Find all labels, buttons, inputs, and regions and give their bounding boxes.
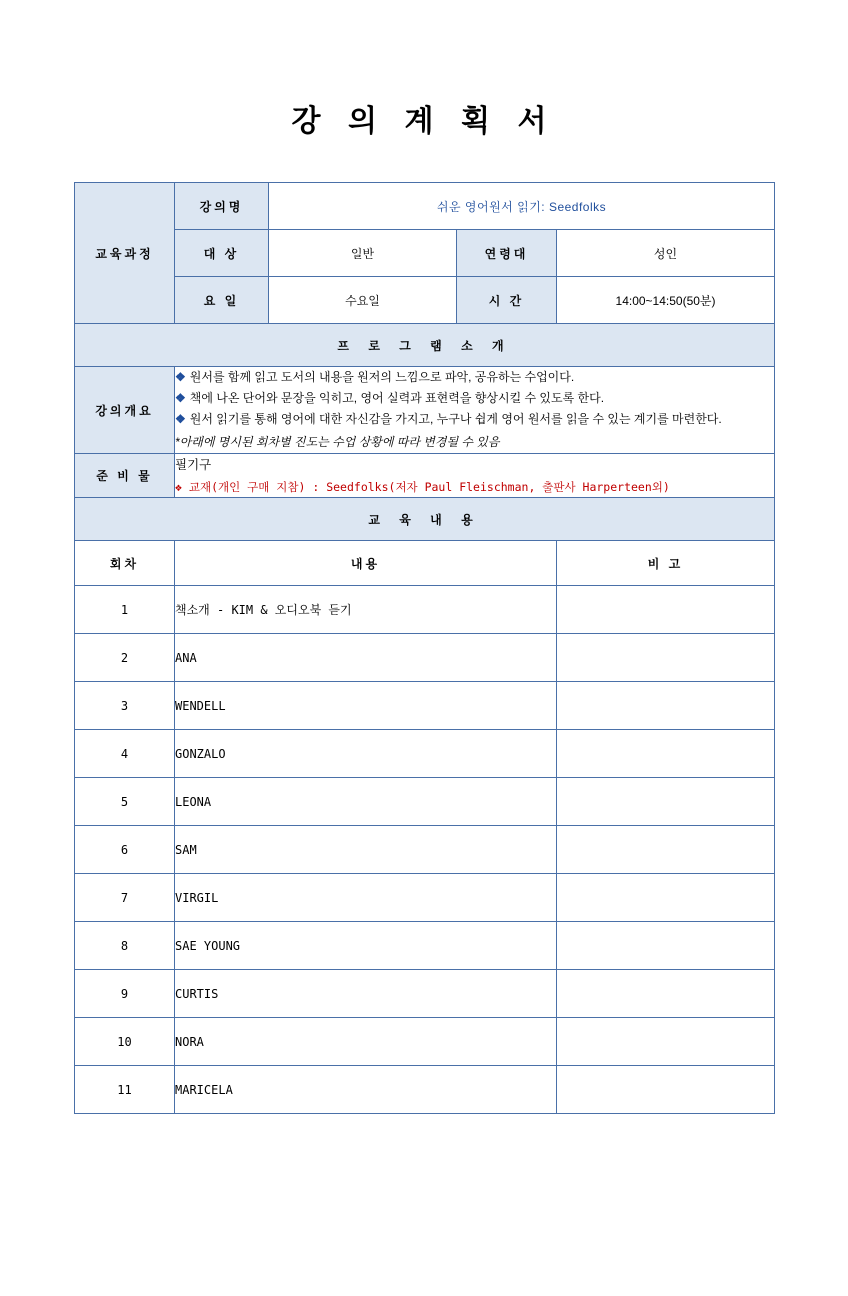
target-value: 일반	[269, 230, 457, 277]
session-remark	[557, 682, 775, 730]
diamond-bullet-icon: ❖	[175, 370, 186, 384]
session-remark	[557, 970, 775, 1018]
outline-note: *아래에 명시된 회차별 진도는 수업 상황에 따라 변경될 수 있음	[175, 435, 500, 449]
curriculum-band: 교 육 내 용	[75, 498, 775, 541]
table-row	[75, 1018, 775, 1066]
session-content: LEONA	[175, 778, 557, 826]
column-header-session: 회차	[75, 541, 175, 586]
session-remark	[557, 730, 775, 778]
table-row-schedule	[75, 277, 775, 324]
table-row	[75, 874, 775, 922]
program-intro-band: 프 로 그 램 소 개	[75, 324, 775, 367]
prep-highlight-text: ❖ 교재(개인 구매 지참) : Seedfolks(저자 Paul Fleischman, 출판사 Harperteen외)	[175, 479, 670, 494]
session-no: 11	[75, 1066, 175, 1114]
diamond-bullet-icon: ❖	[175, 412, 186, 426]
table-row	[75, 922, 775, 970]
table-row	[75, 730, 775, 778]
session-remark	[557, 634, 775, 682]
session-remark	[557, 826, 775, 874]
table-row	[75, 634, 775, 682]
session-no: 10	[75, 1018, 175, 1066]
session-no: 8	[75, 922, 175, 970]
table-row	[75, 586, 775, 634]
day-label: 요 일	[175, 277, 269, 324]
outline-item-1: ❖ 원서를 함께 읽고 도서의 내용을 원저의 느낌으로 파악, 공유하는 수업이다.	[175, 370, 575, 384]
course-section-label: 교육과정	[75, 183, 175, 324]
table-row-prep	[75, 454, 775, 498]
session-remark	[557, 874, 775, 922]
session-remark	[557, 586, 775, 634]
session-no: 1	[75, 586, 175, 634]
page-title: 강 의 계 획 서	[291, 105, 557, 138]
session-no: 2	[75, 634, 175, 682]
diamond-bullet-icon: ❖	[175, 479, 182, 494]
time-label: 시 간	[457, 277, 557, 324]
prep-label: 준 비 물	[75, 454, 175, 498]
table-row-outline	[75, 367, 775, 454]
session-content: MARICELA	[175, 1066, 557, 1114]
session-content: 책소개 - KIM & 오디오북 듣기	[175, 586, 557, 634]
table-row-curriculum-band	[75, 498, 775, 541]
course-name-value: 쉬운 영어원서 읽기: Seedfolks	[269, 183, 775, 230]
diamond-bullet-icon: ❖	[175, 391, 186, 405]
outline-item-3: ❖ 원서 읽기를 통해 영어에 대한 자신감을 가지고, 누구나 쉽게 영어 원서를 읽을 수 있는 계기를 마련한다.	[175, 412, 722, 426]
session-no: 5	[75, 778, 175, 826]
session-no: 6	[75, 826, 175, 874]
session-content: VIRGIL	[175, 874, 557, 922]
session-no: 4	[75, 730, 175, 778]
prep-plain-text: 필기구	[175, 458, 212, 472]
table-row	[75, 682, 775, 730]
session-content: NORA	[175, 1018, 557, 1066]
document-page	[0, 96, 848, 1296]
session-remark	[557, 1018, 775, 1066]
table-row-course-name	[75, 183, 775, 230]
session-remark	[557, 922, 775, 970]
table-row	[75, 826, 775, 874]
outline-item-2: ❖ 책에 나온 단어와 문장을 익히고, 영어 실력과 표현력을 향상시킬 수 있도록 한다.	[175, 391, 605, 405]
age-label: 연령대	[457, 230, 557, 277]
table-row	[75, 970, 775, 1018]
outline-label: 강의개요	[75, 367, 175, 454]
session-content: ANA	[175, 634, 557, 682]
session-no: 9	[75, 970, 175, 1018]
session-content: WENDELL	[175, 682, 557, 730]
outline-content	[175, 367, 775, 454]
day-value: 수요일	[269, 277, 457, 324]
time-value: 14:00~14:50(50분)	[557, 277, 775, 324]
column-header-remark: 비 고	[557, 541, 775, 586]
table-row-target	[75, 230, 775, 277]
lecture-plan-table	[74, 182, 775, 1114]
target-label: 대 상	[175, 230, 269, 277]
table-row	[75, 778, 775, 826]
session-content: GONZALO	[175, 730, 557, 778]
session-remark	[557, 1066, 775, 1114]
table-row	[75, 1066, 775, 1114]
table-row-program-band	[75, 324, 775, 367]
prep-content	[175, 454, 775, 498]
session-content: SAM	[175, 826, 557, 874]
session-content: CURTIS	[175, 970, 557, 1018]
course-name-label: 강의명	[175, 183, 269, 230]
age-value: 성인	[557, 230, 775, 277]
session-content: SAE YOUNG	[175, 922, 557, 970]
session-no: 3	[75, 682, 175, 730]
session-remark	[557, 778, 775, 826]
session-no: 7	[75, 874, 175, 922]
column-header-content: 내용	[175, 541, 557, 586]
table-row-curriculum-header	[75, 541, 775, 586]
